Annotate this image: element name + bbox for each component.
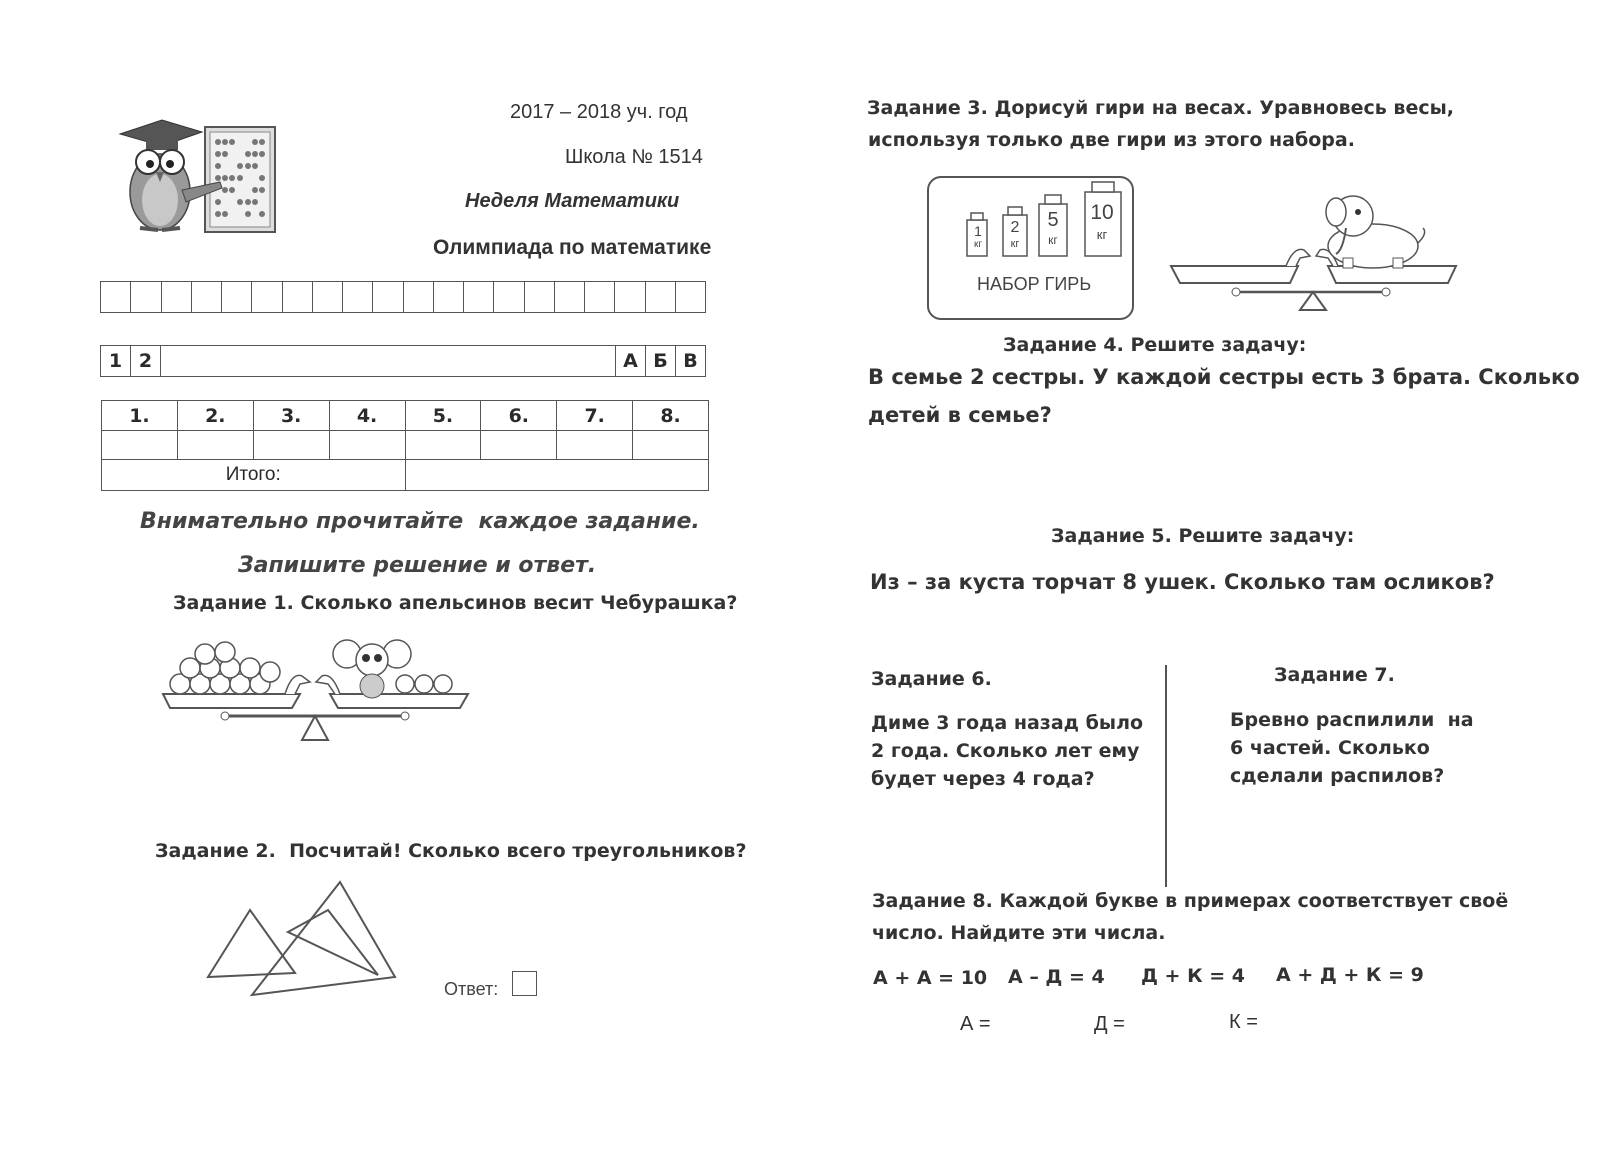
school-number: Школа № 1514 (565, 146, 703, 168)
task6-title: Задание 6. (871, 668, 992, 690)
code-row (100, 345, 706, 377)
name-cell[interactable] (403, 282, 433, 313)
score-header: 8. (633, 401, 709, 431)
task3-title-line1: Задание 3. Дорисуй гири на весах. Уравновесь весы, (867, 97, 1455, 119)
weight-5-number: 5 (1047, 209, 1059, 231)
triangles-figure (200, 875, 405, 1000)
score-header: 1. (102, 401, 178, 431)
weight-10-number: 10 (1090, 201, 1114, 224)
name-cell[interactable] (585, 282, 615, 313)
code-cell: 2 (131, 346, 161, 377)
school-year: 2017 – 2018 уч. год (510, 101, 688, 123)
scale-elephant-illustration (1168, 188, 1460, 316)
score-header: 5. (405, 401, 481, 431)
equation-1: А + А = 10 (873, 967, 988, 989)
name-cell[interactable] (191, 282, 221, 313)
total-cell[interactable] (405, 460, 709, 491)
score-cell[interactable] (329, 431, 405, 460)
name-cell[interactable] (615, 282, 645, 313)
name-cell[interactable] (494, 282, 524, 313)
score-header: 4. (329, 401, 405, 431)
owl-abacus-illustration (110, 112, 285, 237)
name-cell[interactable] (675, 282, 705, 313)
task2-answer-label: Ответ: (444, 979, 499, 999)
task6-text (871, 709, 1143, 793)
total-label: Итого: (102, 460, 406, 491)
name-cell[interactable] (524, 282, 554, 313)
weight-5-unit: кг (1048, 233, 1058, 247)
class-letter-cell: В (676, 346, 706, 377)
task2-answer-box[interactable] (512, 971, 537, 996)
task7-line: 6 частей. Сколько (1230, 737, 1430, 759)
task5-text: Из – за куста торчат 8 ушек. Сколько там осликов? (870, 570, 1495, 594)
name-cell[interactable] (554, 282, 584, 313)
score-cell[interactable] (633, 431, 709, 460)
task6-line: 2 года. Сколько лет ему (871, 740, 1140, 762)
task4-title: Задание 4. Решите задачу: (1003, 334, 1307, 356)
name-cell[interactable] (252, 282, 282, 313)
score-cell[interactable] (405, 431, 481, 460)
olympiad-title: Олимпиада по математике (433, 236, 712, 259)
name-cell[interactable] (222, 282, 252, 313)
name-cell[interactable] (433, 282, 463, 313)
equation-3: Д + К = 4 (1141, 965, 1245, 987)
name-cell[interactable] (161, 282, 191, 313)
code-field[interactable] (161, 346, 616, 377)
task4-line1: В семье 2 сестры. У каждой сестры есть 3 брата. Сколько (868, 365, 1580, 389)
score-cell[interactable] (253, 431, 329, 460)
score-cell[interactable] (481, 431, 557, 460)
name-cell[interactable] (645, 282, 675, 313)
math-week-title: Неделя Математики (465, 190, 680, 212)
task1-title: Задание 1. Сколько апельсинов весит Чебурашка? (173, 592, 738, 614)
task2-title: Задание 2. Посчитай! Сколько всего треугольников? (155, 840, 747, 862)
instruction-line-2: Запишите решение и ответ. (238, 553, 597, 578)
answer-k-label: К = (1229, 1011, 1258, 1033)
task7-line: сделали распилов? (1230, 765, 1445, 787)
equation-2: А – Д = 4 (1008, 966, 1105, 988)
weight-1-number: 1 (974, 223, 982, 239)
weight-set-box (927, 176, 1134, 320)
score-table (101, 400, 709, 491)
name-cells-row (100, 281, 706, 313)
name-cell[interactable] (131, 282, 161, 313)
task5-title: Задание 5. Решите задачу: (1051, 525, 1355, 547)
score-header: 6. (481, 401, 557, 431)
name-cell[interactable] (343, 282, 373, 313)
task4-line2: детей в семье? (868, 403, 1052, 427)
task8-title-line2: число. Найдите эти числа. (872, 922, 1166, 944)
equation-4: А + Д + К = 9 (1276, 964, 1424, 986)
answer-a-label: А = (960, 1013, 991, 1035)
weight-1-unit: кг (973, 239, 983, 250)
weight-set-label: НАБОР ГИРЬ (977, 274, 1092, 294)
weight-2-unit: кг (1010, 238, 1020, 250)
class-letter-cell: А (616, 346, 646, 377)
name-cell[interactable] (464, 282, 494, 313)
name-cell[interactable] (373, 282, 403, 313)
task8-title-line1: Задание 8. Каждой букве в примерах соответствует своё (872, 890, 1509, 912)
score-header: 2. (177, 401, 253, 431)
task-divider (1165, 665, 1167, 887)
weight-2-number: 2 (1010, 219, 1020, 236)
class-letter-cell: Б (646, 346, 676, 377)
task3-title-line2: используя только две гири из этого набора. (868, 129, 1355, 151)
instruction-line-1: Внимательно прочитайте каждое задание. (140, 509, 700, 534)
task6-line: будет через 4 года? (871, 768, 1095, 790)
score-cell[interactable] (557, 431, 633, 460)
task7-line: Бревно распилили на (1230, 709, 1474, 731)
score-header: 7. (557, 401, 633, 431)
code-cell: 1 (101, 346, 131, 377)
name-cell[interactable] (101, 282, 131, 313)
score-cell[interactable] (102, 431, 178, 460)
score-cell[interactable] (177, 431, 253, 460)
score-header: 3. (253, 401, 329, 431)
name-cell[interactable] (312, 282, 342, 313)
name-cell[interactable] (282, 282, 312, 313)
answer-d-label: Д = (1094, 1013, 1125, 1035)
task7-text (1230, 706, 1474, 790)
weight-10-unit: кг (1096, 227, 1108, 242)
task6-line: Диме 3 года назад было (871, 712, 1144, 734)
task7-title: Задание 7. (1274, 664, 1395, 686)
scale-oranges-cheburashka-illustration (160, 632, 475, 747)
